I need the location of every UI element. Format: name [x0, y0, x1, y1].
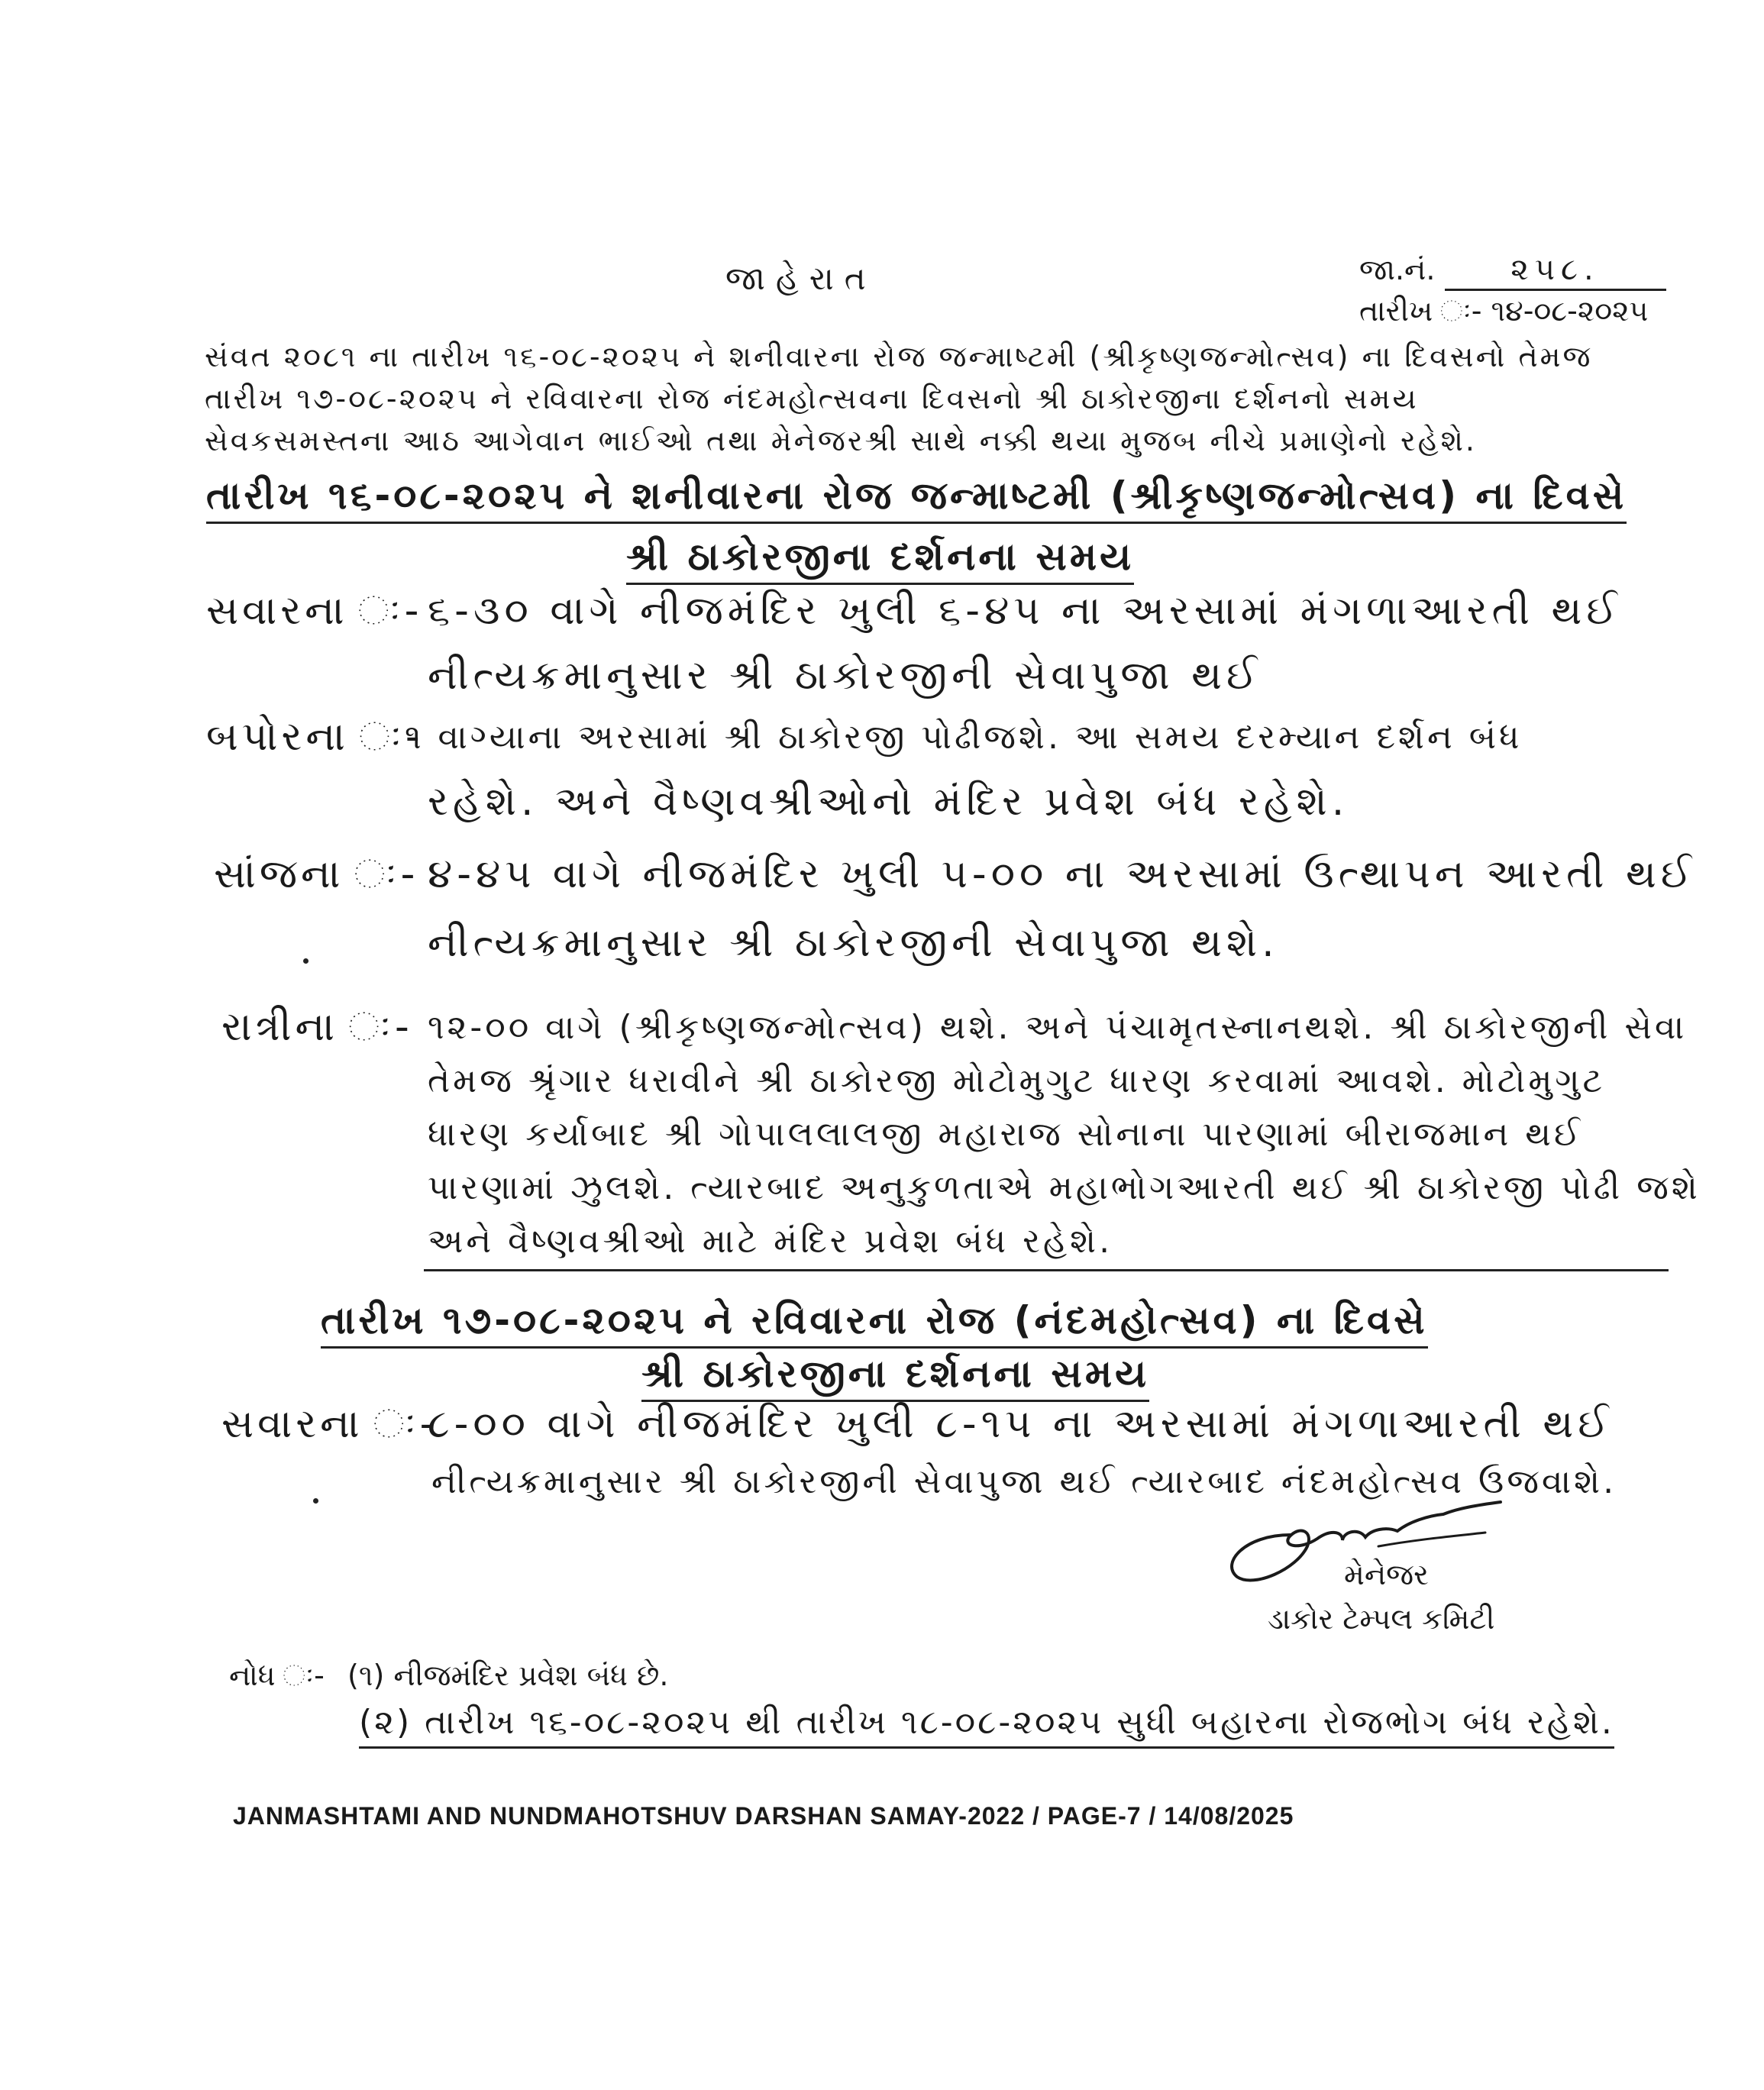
committee-name: ડાકોર ટેમ્પલ કમિટી — [1268, 1602, 1495, 1636]
note-item: (૧) નીજમંદિર પ્રવેશ બંધ છે. — [347, 1659, 669, 1692]
notice-title: જાહેરાત — [725, 260, 877, 297]
night-line: અને વૈષ્ણવશ્રીઓ માટે મંદિર પ્રવેશ બંધ રહેશે. — [428, 1222, 1113, 1261]
intro-line: સંવત ૨૦૮૧ ના તારીખ ૧૬-૦૮-૨૦૨૫ ને શનીવારના રોજ જન્માષ્ટમી (શ્રીકૃષ્ણજન્મોત્સવ) ના દિવસનો તેમજ — [205, 340, 1593, 373]
note-item: (૨) તારીખ ૧૬-૦૮-૨૦૨૫ થી તારીખ ૧૮-૦૮-૨૦૨૫ સુધી બહારના રોજભોગ બંધ રહેશે. — [359, 1703, 1614, 1749]
night-line: તેમજ શ્રૃંગાર ધરાવીને શ્રી ઠાકોરજી મોટોમુગુટ ધારણ કરવામાં આવશે. મોટોમુગુટ — [428, 1061, 1606, 1100]
reference-number — [1359, 252, 1666, 291]
intro-line: તારીખ ૧૭-૦૮-૨૦૨૫ ને રવિવારના રોજ નંદમહોત્સવના દિવસનો શ્રી ઠાકોરજીના દર્શનનો સમય — [205, 382, 1419, 415]
morning-label: સવારના ઃ- — [206, 588, 423, 634]
evening-label: સાંજના ઃ- — [214, 851, 419, 897]
night-line: પારણામાં ઝુલશે. ત્યારબાદ અનુકુળતાએ મહાભોગઆરતી થઈ શ્રી ઠાકોરજી પોઢી જશે — [428, 1168, 1701, 1207]
margin-dot — [303, 958, 309, 964]
morning-line: ૬-૩૦ વાગે નીજમંદિર ખુલી ૬-૪૫ ના અરસામાં મંગળાઆરતી થઈ — [428, 588, 1622, 634]
document-footer-code: JANMASHTAMI AND NUNDMAHOTSHUV DARSHAN SAMAY-2022 / PAGE-7 / 14/08/2025 — [233, 1802, 1294, 1830]
reference-label: જા.નં. — [1359, 253, 1436, 286]
manager-designation: મેનેજર — [1344, 1558, 1429, 1591]
evening-line: ૪-૪૫ વાગે નીજમંદિર ખુલી ૫-૦૦ ના અરસામાં ઉત્થાપન આરતી થઈ — [428, 851, 1697, 897]
section2-heading: તારીખ ૧૭-૦૮-૨૦૨૫ ને રવિવારના રોજ (નંદમહોત્સવ) ના દિવસે — [321, 1298, 1428, 1349]
evening-line: નીત્યક્રમાનુસાર શ્રી ઠાકોરજીની સેવાપુજા થશે. — [428, 920, 1279, 966]
afternoon-label: બપોરના ઃ- — [206, 714, 424, 760]
reference-value: ૨૫૮. — [1445, 252, 1666, 291]
afternoon-line: રહેશે. અને વૈષ્ણવશ્રીઓનો મંદિર પ્રવેશ બંધ રહેશે. — [428, 779, 1349, 825]
intro-line: સેવકસમસ્તના આઠ આગેવાન ભાઈઓ તથા મેનેજરશ્રી સાથે નક્કી થયા મુજબ નીચે પ્રમાણેનો રહેશે. — [205, 424, 1478, 457]
night-line: ૧૨-૦૦ વાગે (શ્રીકૃષ્ણજન્મોત્સવ) થશે. અને પંચામૃતસ્નાનથશે. શ્રી ઠાકોરજીની સેવા — [428, 1008, 1688, 1047]
night-label: રાત્રીના ઃ- — [221, 1004, 413, 1050]
section-divider — [424, 1269, 1669, 1271]
notice-date: તારીખ ઃ- ૧૪-૦૮-૨૦૨૫ — [1359, 294, 1649, 328]
morning-label: સવારના ઃ- — [221, 1401, 438, 1447]
notes-label: નોધ ઃ- — [229, 1659, 325, 1692]
morning-line: ૮-૦૦ વાગે નીજમંદિર ખુલી ૮-૧૫ ના અરસામાં મંગળાઆરતી થઈ — [428, 1401, 1614, 1447]
section1-subheading: શ્રી ઠાકોરજીના દર્શનના સમય — [626, 535, 1134, 585]
night-line: ધારણ કર્યાબાદ શ્રી ગોપાલલાલજી મહારાજ સોનાના પારણામાં બીરાજમાન થઈ — [428, 1115, 1583, 1154]
section2-subheading: શ્રી ઠાકોરજીના દર્શનના સમય — [641, 1352, 1149, 1402]
afternoon-line: ૧ વાગ્યાના અરસામાં શ્રી ઠાકોરજી પોઢીજશે. આ સમય દરમ્યાન દર્શન બંધ — [405, 718, 1523, 757]
margin-dot — [313, 1498, 318, 1504]
morning-line: નીત્યક્રમાનુસાર શ્રી ઠાકોરજીની સેવાપુજા થઈ ત્યારબાદ નંદમહોત્સવ ઉજવાશે. — [431, 1462, 1617, 1501]
section1-heading: તારીખ ૧૬-૦૮-૨૦૨૫ ને શનીવારના રોજ જન્માષ્ટમી (શ્રીકૃષ્ણજન્મોત્સવ) ના દિવસે — [206, 473, 1627, 524]
morning-line: નીત્યક્રમાનુસાર શ્રી ઠાકોરજીની સેવાપુજા થઈ — [428, 653, 1262, 699]
